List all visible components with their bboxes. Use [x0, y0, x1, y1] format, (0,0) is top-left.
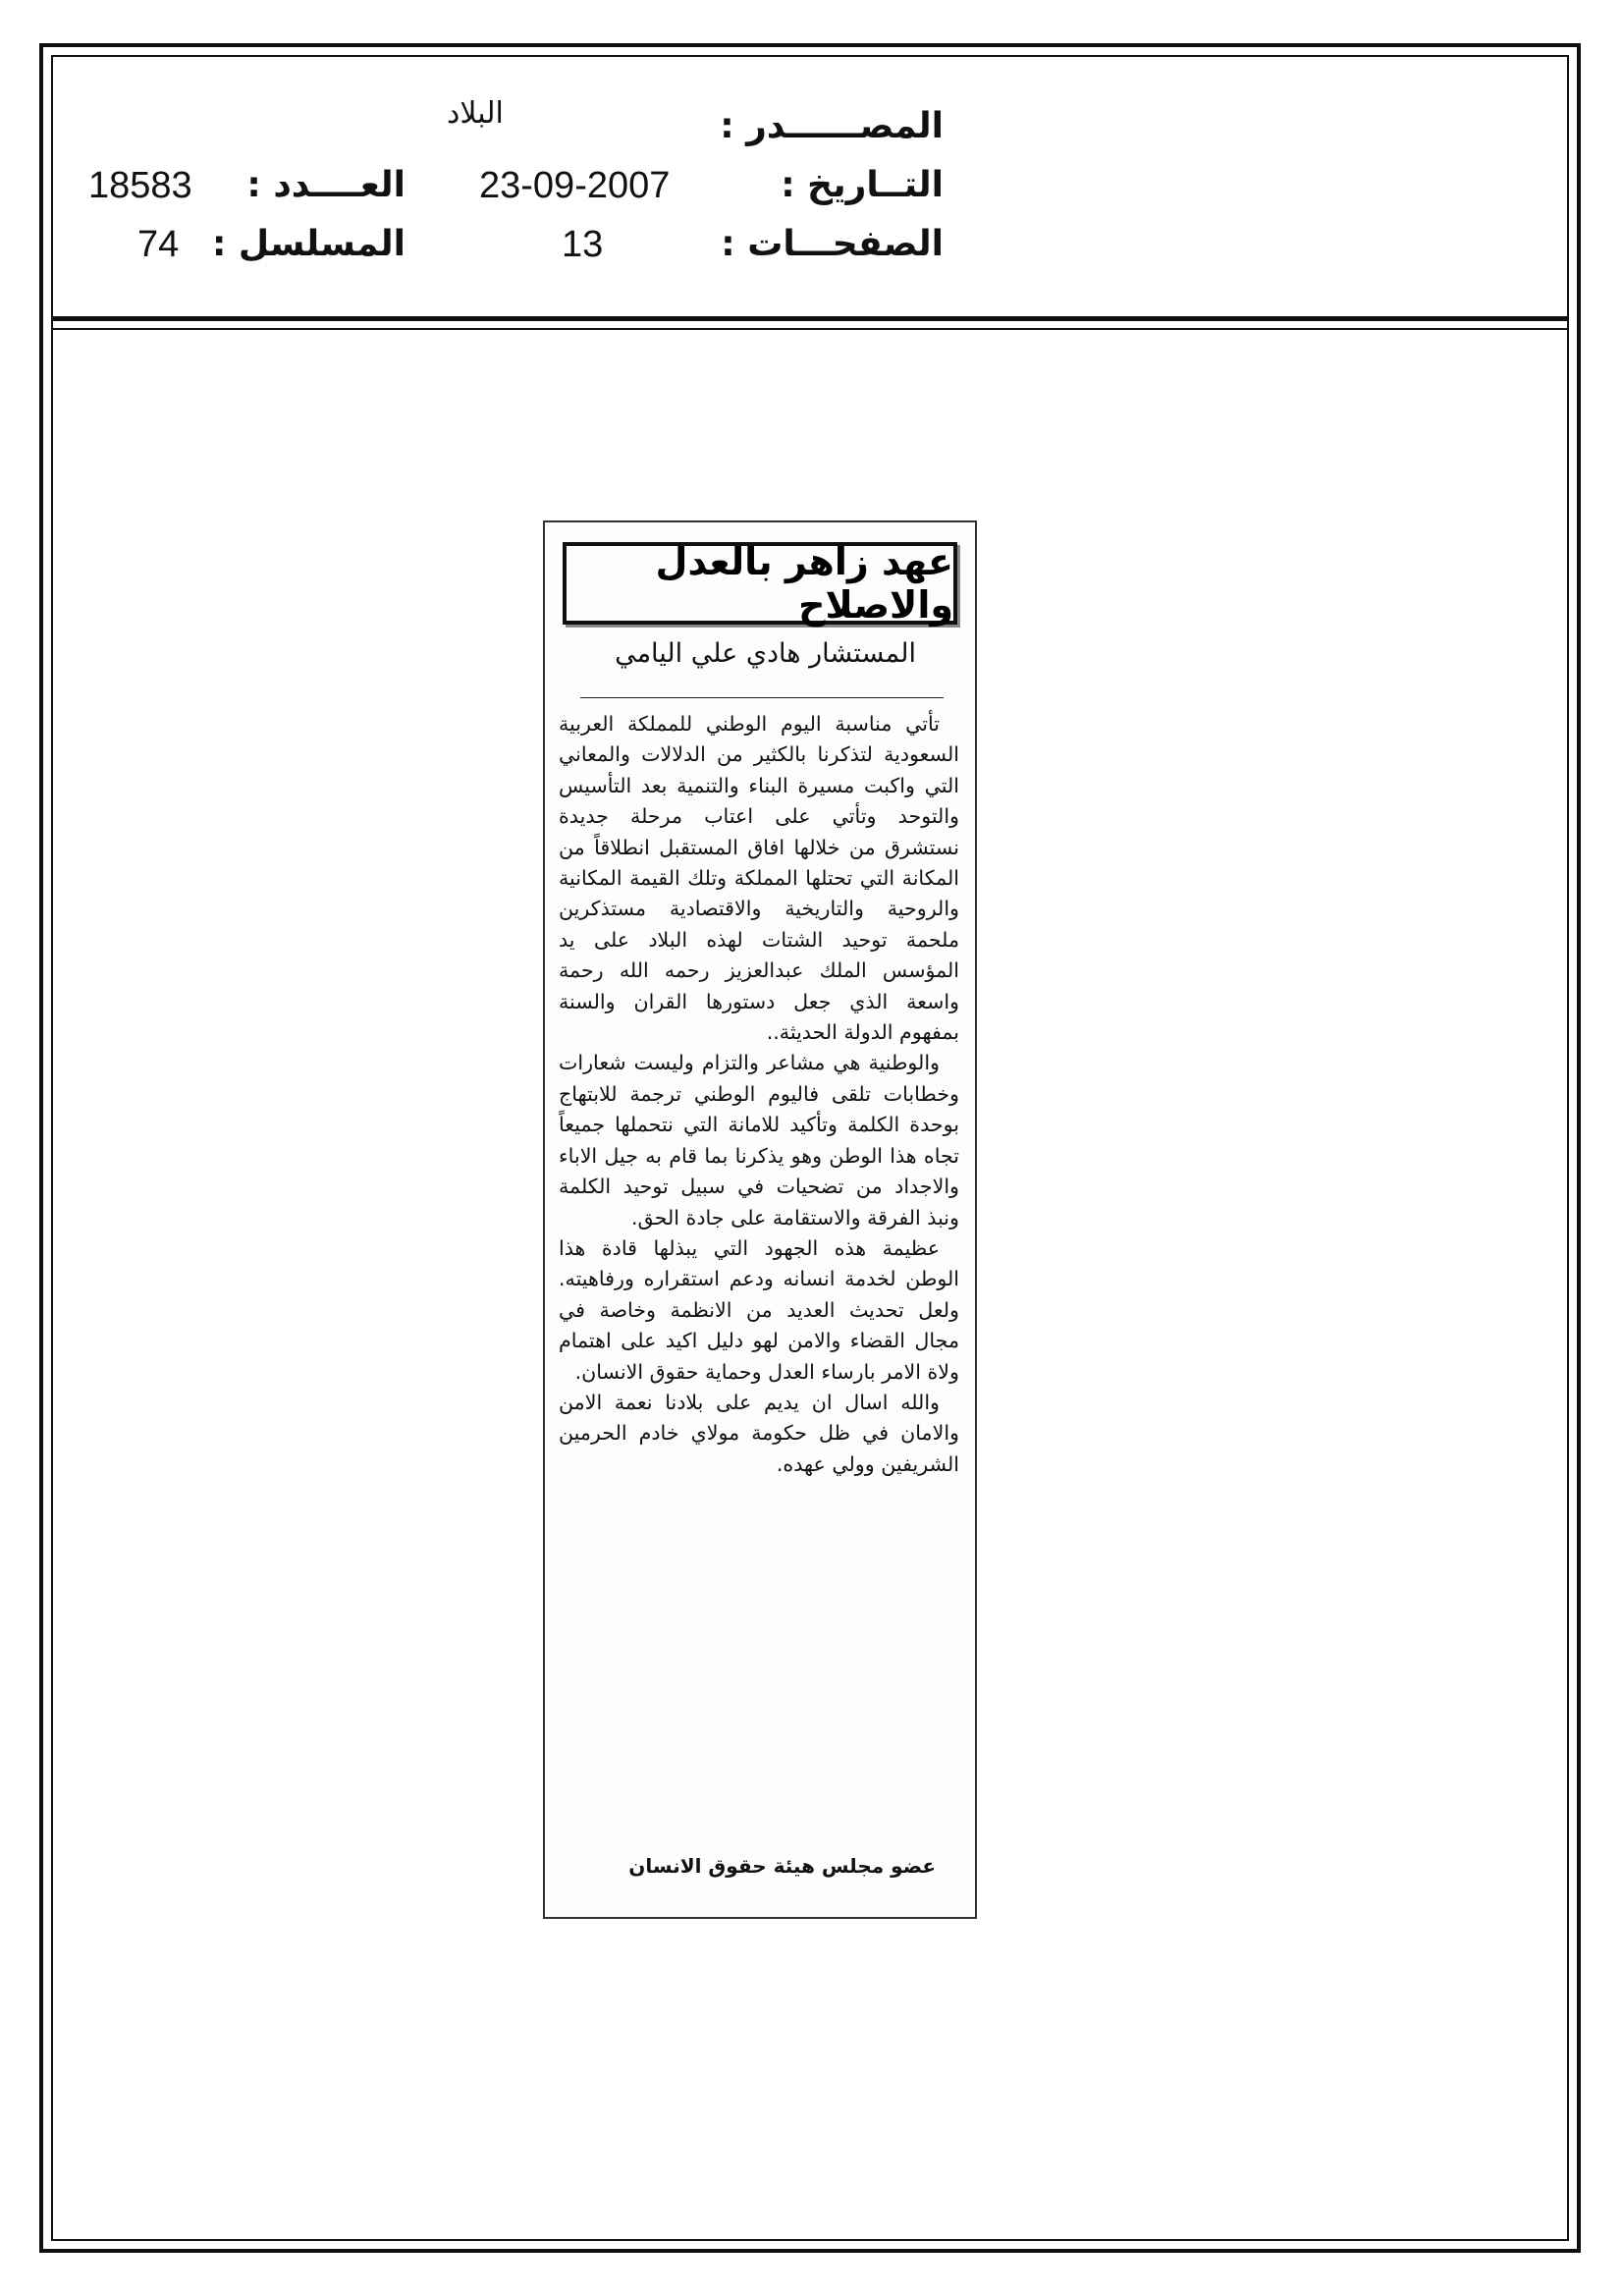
source-label: المصــــــدر : [720, 106, 944, 146]
header-divider-thin [51, 328, 1569, 330]
header-divider [51, 316, 1569, 321]
article-body [559, 709, 959, 1480]
article-author: المستشار هادي علي اليامي [615, 638, 916, 669]
pages-value: 13 [562, 224, 604, 265]
article-title-box [563, 542, 957, 625]
article-paragraph: والله اسال ان يديم على بلادنا نعمة الامن والامان في ظل حكومة مولاي خادم الحرمين الشريفين وولي عهده. [559, 1390, 959, 1476]
pages-label: الصفحـــات : [721, 224, 944, 264]
source-value: البلاد [447, 96, 504, 131]
issue-value: 18583 [88, 165, 192, 206]
article-paragraph: والوطنية هي مشاعر والتزام وليست شعارات وخطابات تلقى فاليوم الوطني ترجمة للابتهاج بوحدة الكلمة وتأكيد للامانة التي نتحملها جميعاً تجاه هذا الوطن وهو يذكرنا بما قام به جيل الاباء والاجداد من تضحيات في سبيل توحيد الكلمة ونبذ الفرقة والاستقامة على جادة الحق. [559, 1051, 959, 1230]
author-divider [580, 697, 944, 698]
serial-label: المسلسل : [211, 224, 406, 264]
date-value: 23-09-2007 [479, 165, 671, 206]
article-paragraph: عظيمة هذه الجهود التي يبذلها قادة هذا الوطن لخدمة انسانه ودعم استقراره ورفاهيته. ولعل تحديث العديد من الانظمة وخاصة في مجال القضاء والامن لهو دليل اكيد على اهتمام ولاة الامر بارساء العدل وحماية حقوق الانسان. [559, 1235, 959, 1384]
newspaper-clipping [543, 520, 977, 1919]
date-label: التــاريخ : [781, 165, 944, 205]
author-signature: عضو مجلس هيئة حقوق الانسان [628, 1854, 936, 1878]
issue-label: العــــدد : [246, 165, 406, 205]
article-paragraph: تأتي مناسبة اليوم الوطني للمملكة العربية السعودية لتذكرنا بالكثير من الدلالات والمعاني التي واكبت مسيرة البناء والتنمية بعد التأسيس والتوحد وتأتي على اعتاب مرحلة جديدة نستشرق من خلالها افاق المستقبل انطلاقاً من المكانة التي تحتلها المملكة وتلك القيمة المكانية والروحية والتاريخية والاقتصادية مستذكرين ملحمة توحيد الشتات لهذه البلاد على يد المؤسس الملك عبدالعزيز رحمه الله رحمة واسعة الذي جعل دستورها القران والسنة بمفهوم الدولة الحديثة.. [559, 712, 959, 1045]
serial-value: 74 [137, 224, 180, 265]
article-title: عهد زاهر بالعدل والاصلاح [655, 540, 953, 627]
